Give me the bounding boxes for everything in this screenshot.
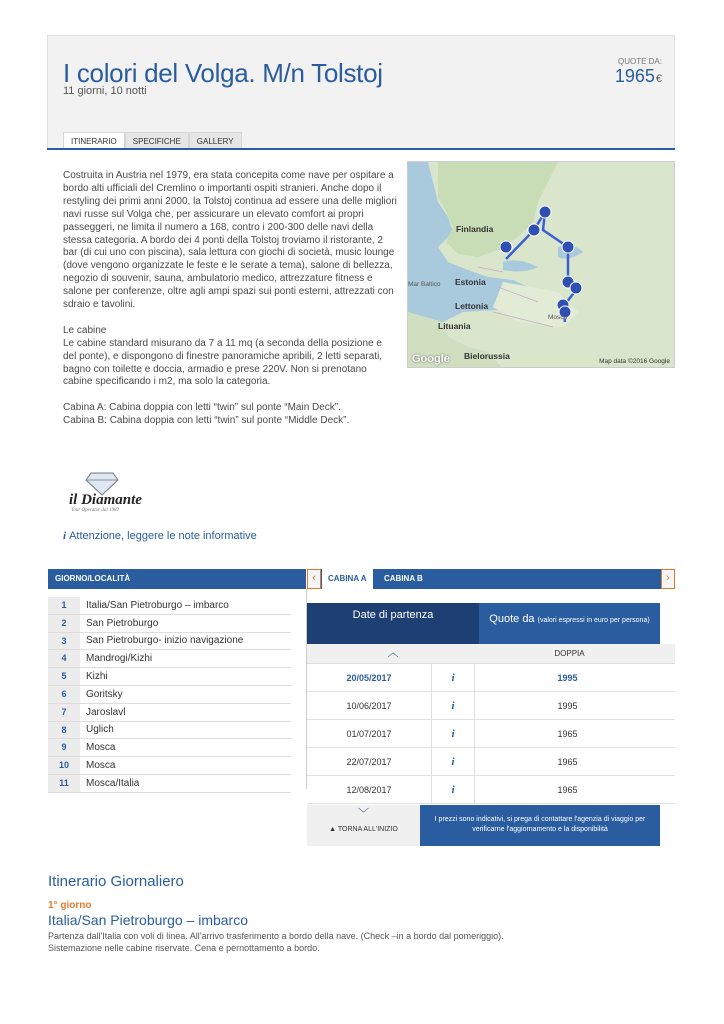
logo-name: il Diamante — [69, 492, 142, 508]
cabin-b-description: Cabina B: Cabina doppia con letti “twin” sul ponte “Middle Deck”. — [63, 415, 350, 427]
day-number: 8 — [48, 722, 80, 739]
cabins-paragraph: Le cabine standard misurano da 7 a 11 mq (a seconda della posizione e del ponte), e dispongono di finestre panoramiche apribili, 2 letti separati, bagno con toilette e doccia, armadio e prese 220V. Non si prenotano cabine specificando i m2, ma solo la categoria. — [63, 337, 383, 388]
day-location: San Pietroburgo — [86, 617, 159, 629]
day-location: Mosca — [86, 760, 116, 772]
map-label-moscow: Mosca — [548, 314, 568, 321]
duration-subtitle: 11 giorni, 10 notti — [63, 85, 147, 97]
prices-table — [307, 569, 675, 846]
quote-header — [479, 603, 660, 644]
day-number: 10 — [48, 757, 80, 774]
chevron-right-icon[interactable]: › — [661, 569, 675, 589]
info-icon[interactable]: i — [431, 720, 475, 747]
map-label-estonia: Estonia — [455, 277, 486, 287]
departure-date: 01/07/2017 — [346, 728, 392, 739]
back-to-top-link[interactable]: ▲ TORNA ALL'INIZIO — [329, 826, 398, 833]
price-doppia: 1995 — [557, 672, 578, 683]
day-number: 2 — [48, 615, 80, 632]
day-number: 5 — [48, 668, 80, 685]
day-location: Mosca/Italia — [86, 777, 140, 789]
departure-date: 20/05/2017 — [346, 672, 392, 683]
price-doppia: 1965 — [557, 756, 578, 767]
tab-gallery[interactable]: GALLERY — [189, 132, 242, 149]
tab-cabina-a[interactable]: CABINA A — [322, 569, 373, 589]
day-location: Italia/San Pietroburgo – imbarco — [86, 599, 229, 611]
itinerary-row[interactable] — [48, 597, 291, 615]
info-notice-link[interactable] — [63, 530, 257, 542]
itinerary-row[interactable] — [48, 633, 291, 651]
doppia-column-label: DOPPIA — [554, 649, 585, 658]
prices-header — [307, 603, 675, 644]
ship-description — [63, 170, 398, 428]
info-icon: i — [63, 530, 67, 542]
price-row[interactable] — [307, 776, 675, 804]
notice-text: Attenzione, leggere le note informative — [69, 530, 257, 542]
tabs-divider — [47, 148, 675, 150]
chevron-up-icon[interactable]: ︿ — [387, 647, 399, 659]
day-location: Jaroslavl — [86, 706, 126, 718]
itinerary-row[interactable] — [48, 775, 291, 793]
quote-header-label: Quote da — [489, 613, 535, 625]
price-row[interactable] — [307, 692, 675, 720]
price-row[interactable] — [307, 664, 675, 692]
chevron-down-icon[interactable]: ﹀ — [358, 808, 369, 820]
itinerary-table — [48, 569, 306, 793]
itinerary-row[interactable] — [48, 650, 291, 668]
departure-date: 12/08/2017 — [346, 784, 392, 795]
info-icon[interactable]: i — [431, 664, 475, 691]
itinerary-row[interactable] — [48, 615, 291, 633]
prices-subheader — [307, 644, 675, 664]
map-label-belarus: Bielorussia — [464, 351, 510, 361]
day-description: Partenza dall'Italia con voli di linea. All'arrivo trasferimento a bordo della nave. (Check –in a bordo dal pomeriggio). Sistemazione nelle cabine riservate. Cena e pernottamento a bordo. — [48, 931, 504, 953]
day-number: 11 — [48, 775, 80, 792]
day-location: Mandrogi/Kizhi — [86, 653, 153, 665]
departure-date: 22/07/2017 — [346, 756, 392, 767]
departure-date-header: Date di partenza — [307, 603, 479, 644]
day-label: 1° giorno — [48, 900, 92, 911]
itinerary-row[interactable] — [48, 739, 291, 757]
itinerary-rows — [48, 597, 291, 793]
itinerary-row[interactable] — [48, 757, 291, 775]
map-credit: Map data ©2016 Google — [599, 358, 670, 365]
tour-header — [47, 35, 675, 149]
quote-header-note: (valori espressi in euro per persona) — [537, 617, 650, 624]
itinerary-row[interactable] — [48, 704, 291, 722]
tab-cabina-b[interactable]: CABINA B — [378, 569, 429, 589]
price-row[interactable] — [307, 720, 675, 748]
day-number: 9 — [48, 739, 80, 756]
info-icon[interactable]: i — [431, 748, 475, 775]
price-doppia: 1965 — [557, 728, 578, 739]
diamante-logo — [63, 470, 143, 518]
day-number: 7 — [48, 704, 80, 721]
map-terrain — [408, 162, 675, 368]
cabins-heading: Le cabine — [63, 324, 107, 336]
price-doppia: 1965 — [557, 784, 578, 795]
tab-itinerario[interactable]: ITINERARIO — [63, 132, 125, 149]
itinerary-row[interactable] — [48, 686, 291, 704]
day-location: San Pietroburgo- inizio navigazione — [86, 635, 244, 647]
day-location: Mosca — [86, 742, 116, 754]
chevron-left-icon[interactable]: ‹ — [307, 569, 321, 589]
prices-footer — [307, 805, 675, 846]
prices-disclaimer: I prezzi sono indicativi, si prega di contattare l'agenzia di viaggio per verificarne l'aggiornamento e la disponibilità — [420, 805, 660, 846]
cabin-tabs — [307, 569, 675, 589]
description-paragraph: Costruita in Austria nel 1979, era stata concepita come nave per ospitare a bordo alti ufficiali del Cremlino o importanti ospiti stranieri. Anche dopo il restyling dei primi anni 2000, la Tolstoj continua ad essere una delle migliori navi russe sul Volga che, per assicurare un elevato comfort ai propri passeggeri, ne limita il numero a 168, contro i 200-300 delle navi della stessa categoria. A bordo dei 4 ponti della Tolstoj troviamo il ristorante, 2 bar (di cui uno con piscina), sala lettura con giochi di società, music lounge (dove vengono organizzate le feste e le serate a tema), salone di bellezza, negozio di souvenir, sauna, ambulatorio medico, attrezzature fitness e salone per conferenze, oltre agli ampi spazi sui ponti esterni, attrezzati con sdraio e tavolini. — [63, 170, 397, 311]
day-number: 4 — [48, 650, 80, 667]
day-location: Uglich — [86, 724, 114, 736]
quote-label: QUOTE DA: — [617, 57, 662, 66]
day-title: Italia/San Pietroburgo – imbarco — [48, 912, 248, 928]
day-number: 3 — [48, 633, 80, 650]
departure-date: 10/06/2017 — [346, 700, 392, 711]
price-doppia: 1995 — [557, 700, 578, 711]
day-number: 6 — [48, 686, 80, 703]
day-number: 1 — [48, 597, 80, 614]
itinerary-row[interactable] — [48, 668, 291, 686]
info-icon[interactable]: i — [431, 776, 475, 803]
price-row[interactable] — [307, 748, 675, 776]
quote-amount: 1965 — [614, 66, 655, 86]
tab-specifiche[interactable]: SPECIFICHE — [125, 132, 189, 149]
google-logo: Google — [412, 353, 450, 365]
map-label-finland: Finlandia — [456, 224, 494, 234]
currency-symbol: € — [655, 73, 662, 85]
map-label-baltic: Mar Baltico — [408, 281, 441, 288]
scroll-controls — [307, 805, 420, 846]
info-icon[interactable]: i — [431, 692, 475, 719]
map-label-lithuania: Lituania — [438, 321, 471, 331]
page-title: I colori del Volga. M/n Tolstoj — [63, 58, 383, 88]
logo-tagline: Tour Operator dal 1982 — [71, 508, 120, 513]
quote-price — [615, 66, 662, 87]
price-rows — [307, 664, 675, 804]
section-tabs — [63, 132, 242, 149]
day-location: Goritsky — [86, 688, 123, 700]
day-location: Kizhi — [86, 671, 108, 683]
itinerary-table-header: GIORNO/LOCALITÀ — [48, 569, 306, 589]
route-map[interactable] — [407, 161, 675, 368]
map-label-latvia: Lettonia — [455, 301, 489, 311]
cabin-a-description: Cabina A: Cabina doppia con letti “twin” sul ponte “Main Deck”. — [63, 402, 341, 414]
itinerary-row[interactable] — [48, 722, 291, 740]
daily-itinerary-title: Itinerario Giornaliero — [48, 873, 184, 890]
